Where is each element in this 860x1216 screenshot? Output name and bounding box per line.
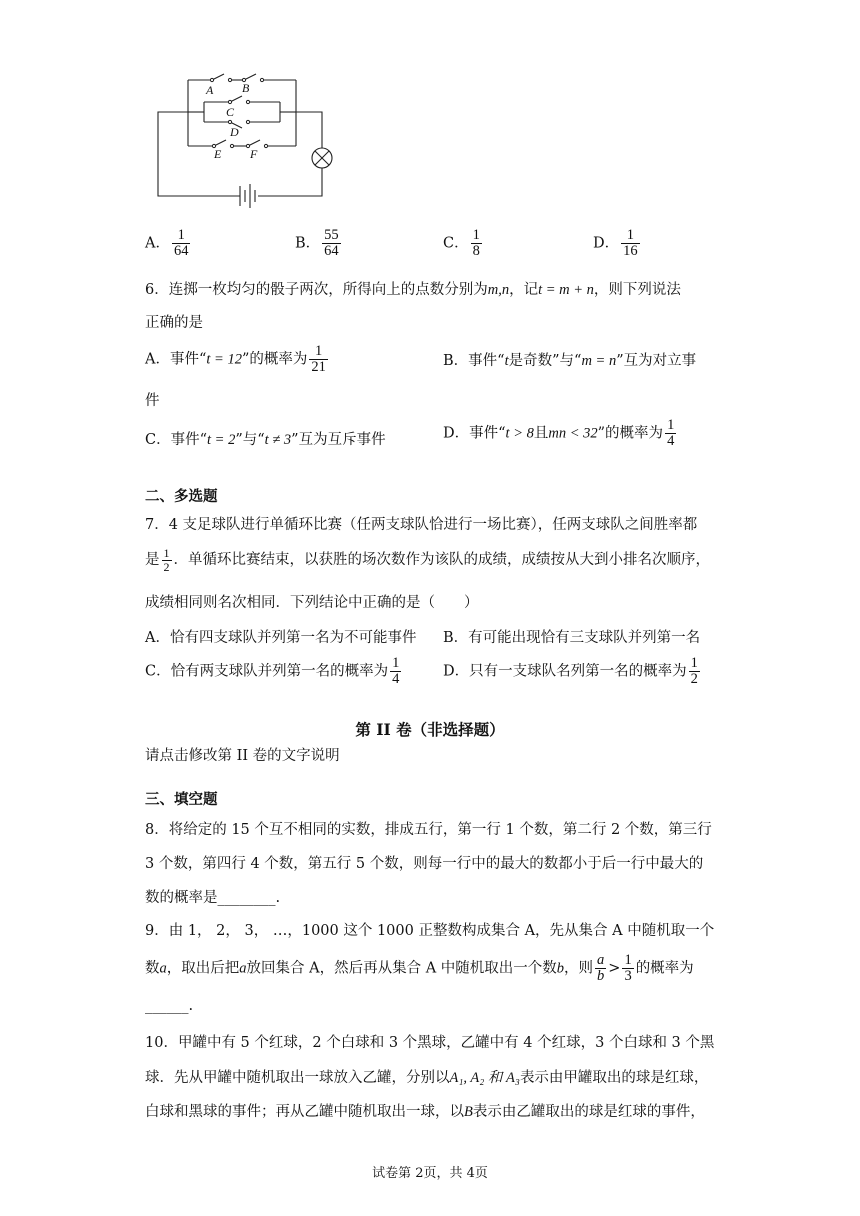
q7-stem-line1: 7．4 支足球队进行单循环比赛（任两支球队恰进行一场比赛），任两支球队之间胜率都	[145, 517, 698, 533]
q10-line3: 白球和黑球的事件；再从乙罐中随机取出一球，以B表示由乙罐取出的球是红球的事件，	[145, 1104, 705, 1120]
label-f: F	[250, 147, 258, 161]
part-two-title: 第 II 卷（非选择题）	[355, 720, 505, 739]
label-d: D	[230, 125, 239, 139]
q9-line2: 数a，取出后把a放回集合 A，然后再从集合 A 中随机取出一个数b，则 $\frac{a}{b}$ > $\frac{1}{3}$ 的概率为	[145, 952, 694, 985]
q5-option-c: C． $\frac{1}{8}$	[443, 227, 480, 260]
q9-line1: 9．由 1， 2， 3， …，1000 这个 1000 正整数构成集合 A，先从集合 A 中随机取一个	[145, 923, 715, 939]
q6-stem-line1: 6．连掷一枚均匀的骰子两次，所得向上的点数分别为m,n，记t = m + n，则下列说法	[145, 282, 681, 298]
q6-option-b: B．事件“t是奇数”与“m = n”互为对立事	[443, 353, 697, 369]
q7-option-b: B．有可能出现恰有三支球队并列第一名	[443, 630, 701, 646]
q7-option-c: C．恰有两支球队并列第一名的概率为 $\frac{1}{4}$	[145, 655, 400, 688]
label-b: B	[242, 81, 250, 95]
q9-line3: ______.	[145, 998, 194, 1014]
q7-stem-line2: 是 $\frac{1}{2}$ ．单循环比赛结束，以获胜的场次数作为该队的成绩，成绩按从大到小排名次顺序，	[145, 546, 710, 574]
section-multi-choice-heading: 二、多选题	[145, 488, 218, 505]
q10-line2: 球．先从甲罐中随机取出一球放入乙罐，分别以A₁, A₂ 和 A₃表示由甲罐取出的球是红球，	[145, 1070, 709, 1086]
q6-stem-line2: 正确的是	[145, 315, 203, 331]
q7-option-d: D．只有一支球队名列第一名的概率为 $\frac{1}{2}$	[443, 655, 698, 688]
q8-line3: 数的概率是________.	[145, 890, 281, 906]
page-footer: 试卷第 2页，共 4页	[372, 1166, 488, 1181]
q6-option-b-wrap: 件	[145, 393, 160, 409]
label-e: E	[214, 147, 222, 161]
q5-option-a: A． $\frac{1}{64}$	[145, 227, 189, 260]
q8-line2: 3 个数，第四行 4 个数，第五行 5 个数，则每一行中的最大的数都小于后一行中最大的	[145, 856, 704, 872]
q8-line1: 8．将给定的 15 个互不相同的实数，排成五行，第一行 1 个数，第二行 2 个数，第三行	[145, 822, 712, 838]
circuit-diagram	[150, 68, 340, 218]
q5-option-d: D． $\frac{1}{16}$	[593, 227, 638, 260]
label-c: C	[226, 105, 235, 119]
q7-option-a: A．恰有四支球队并列第一名为不可能事件	[145, 630, 417, 646]
part-two-note[interactable]: 请点击修改第 II 卷的文字说明	[145, 748, 340, 764]
section-fill-blank-heading: 三、填空题	[145, 791, 218, 808]
label-a: A	[206, 83, 214, 97]
q6-option-d: D．事件“t > 8且mn < 32”的概率为 $\frac{1}{4}$	[443, 417, 675, 450]
q7-stem-line3: 成绩相同则名次相同．下列结论中正确的是（ ）	[145, 595, 479, 611]
q10-line1: 10．甲罐中有 5 个红球，2 个白球和 3 个黑球，乙罐中有 4 个红球，3 个白球和 3 个黑	[145, 1035, 715, 1051]
q6-option-c: C．事件“t = 2”与“t ≠ 3”互为互斥事件	[145, 432, 386, 448]
q5-option-b: B． $\frac{55}{64}$	[295, 227, 339, 260]
q6-option-a: A．事件“t = 12”的概率为 $\frac{1}{21}$	[145, 343, 326, 376]
